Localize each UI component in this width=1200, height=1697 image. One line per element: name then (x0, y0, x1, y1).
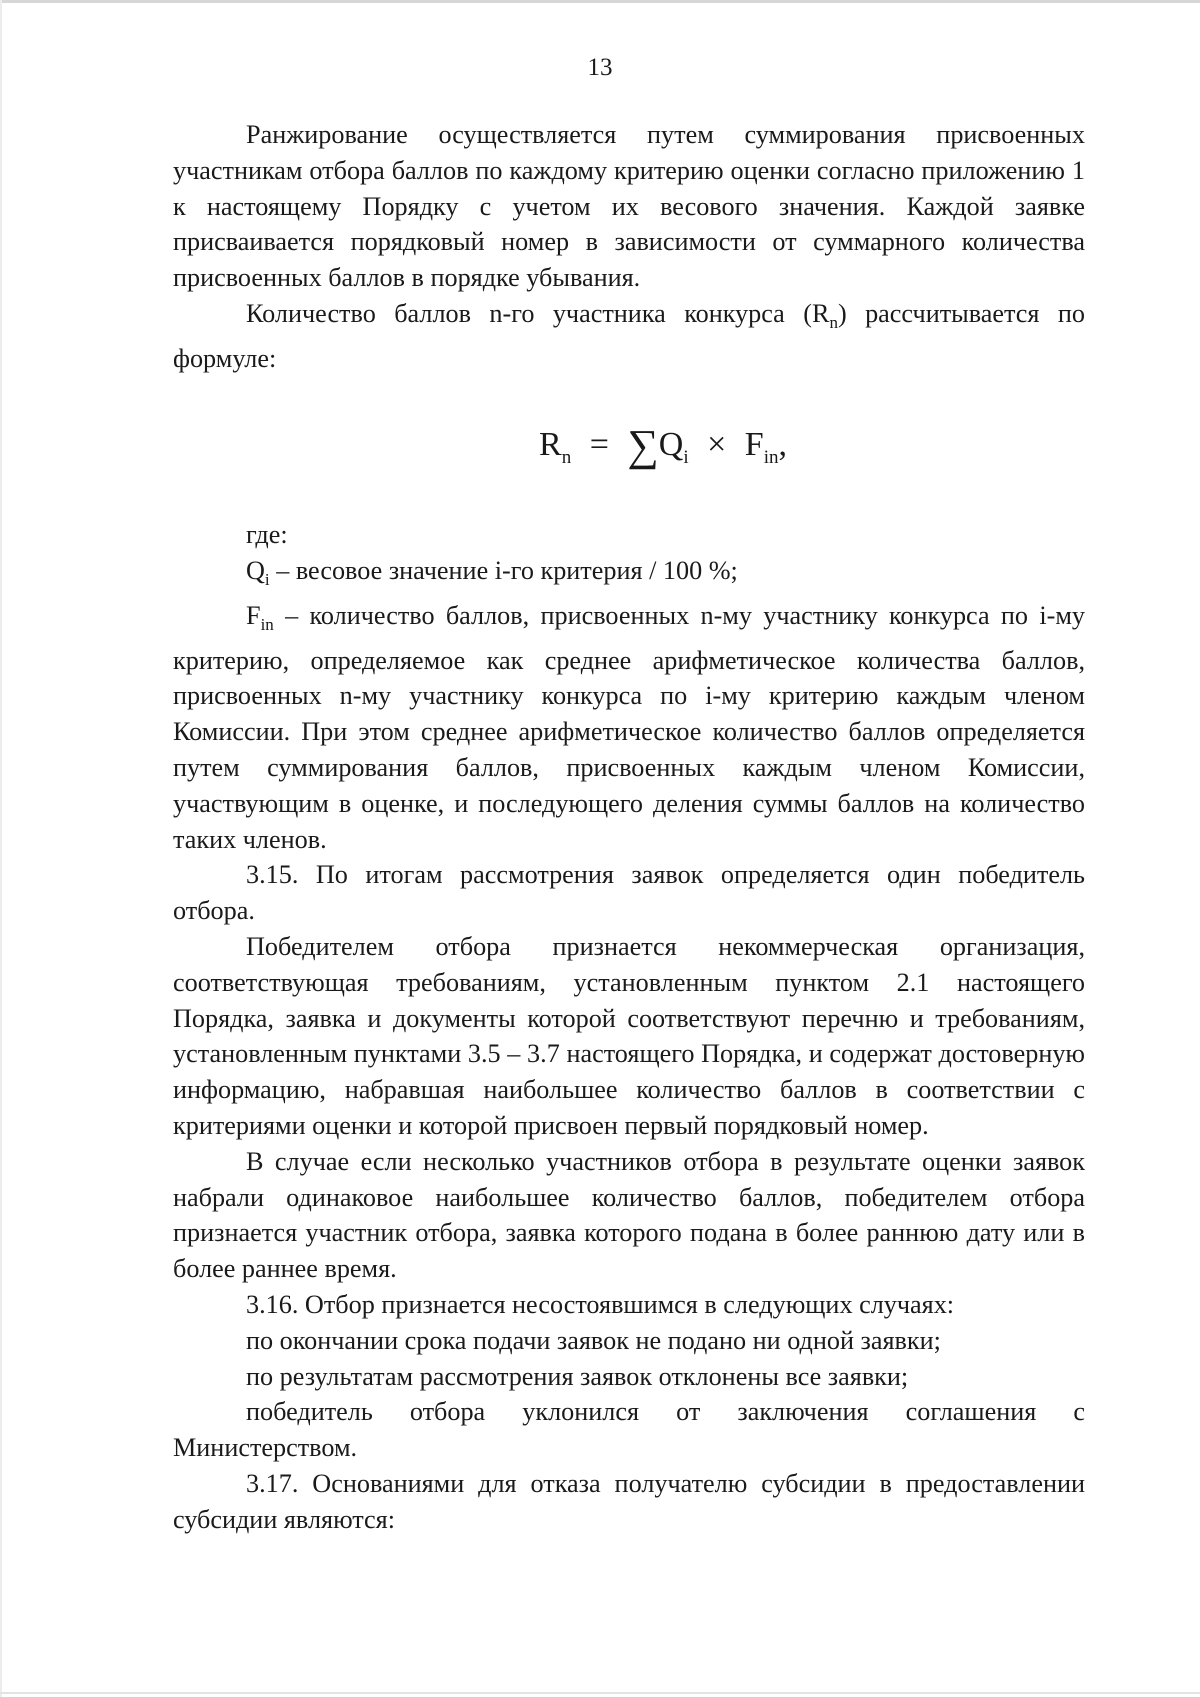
score-formula: $R_n = \sum Q_i \times F_{in}$, (539, 420, 787, 470)
paragraph-winner: Победителем отбора признается некоммерческая организация, соответствующая требованиям, установленным пунктом 2.1 настоящего Порядка, заявка и документы которой соответствуют перечню и требованиям, установленным пунктами 3.5 – 3.7 настоящего Порядка, и содержат достоверную информацию, набравшая наибольшее количество баллов в соответствии с критериями оценки и которой присвоен первый порядковый номер. (173, 932, 1085, 1141)
case-no-applications: по окончании срока подачи заявок не подано ни одной заявки; (246, 1325, 941, 1355)
case-all-rejected: по результатам рассмотрения заявок отклонены все заявки; (246, 1361, 909, 1391)
paragraph-ranking: Ранжирование осуществляется путем суммирования присвоенных участникам отбора баллов по каждому критерию оценки согласно приложению 1 к настоящему Порядку с учетом их весового значения. Каждой заявке присваивается порядковый номер в зависимости от суммарного количества присвоенных баллов в порядке убывания. (173, 120, 1085, 293)
scan-edge-bottom (0, 1692, 1200, 1694)
section-3-17: 3.17. Основаниями для отказа получателю субсидии в предоставлении субсидии являются: (173, 1469, 1085, 1534)
scan-edge-top (0, 0, 1200, 3)
section-3-15: 3.15. По итогам рассмотрения заявок определяется один победитель отбора. (173, 860, 1085, 926)
section-3-16: 3.16. Отбор признается несостоявшимся в следующих случаях: (246, 1290, 955, 1320)
definition-qi: $Q_i$ – весовое значение i-го критерия / 100 %; (246, 555, 738, 589)
scan-edge-left (0, 0, 2, 1697)
document-body (173, 117, 1085, 1538)
sum-symbol: ∑ (627, 420, 659, 470)
page-number: 13 (587, 54, 613, 81)
where-label: где: (246, 519, 288, 549)
case-winner-declined: победитель отбора уклонился от заключения соглашения с Министерством. (173, 1397, 1085, 1463)
definition-fin: $F_{in}$ – количество баллов, присвоенных n-му участнику конкурса по i-му критерию, определяемое как среднее арифметическое количества баллов, присвоенных n-му участнику конкурса по i-му критерию каждым членом Комиссии. При этом среднее арифметическое количество баллов определяется путем суммирования баллов, присвоенных каждым членом Комиссии, участвующим в оценке, и последующего деления суммы баллов на количество таких членов. (173, 600, 1085, 854)
paragraph-tie: В случае если несколько участников отбора в результате оценки заявок набрали одинаковое наибольшее количество баллов, победителем отбора признается участник отбора, заявка которого подана в более раннюю дату или в более раннее время. (173, 1146, 1085, 1284)
paragraph-score-count: Количество баллов n-го участника конкурса $(R_n)$ рассчитывается по формуле: (173, 298, 1085, 374)
